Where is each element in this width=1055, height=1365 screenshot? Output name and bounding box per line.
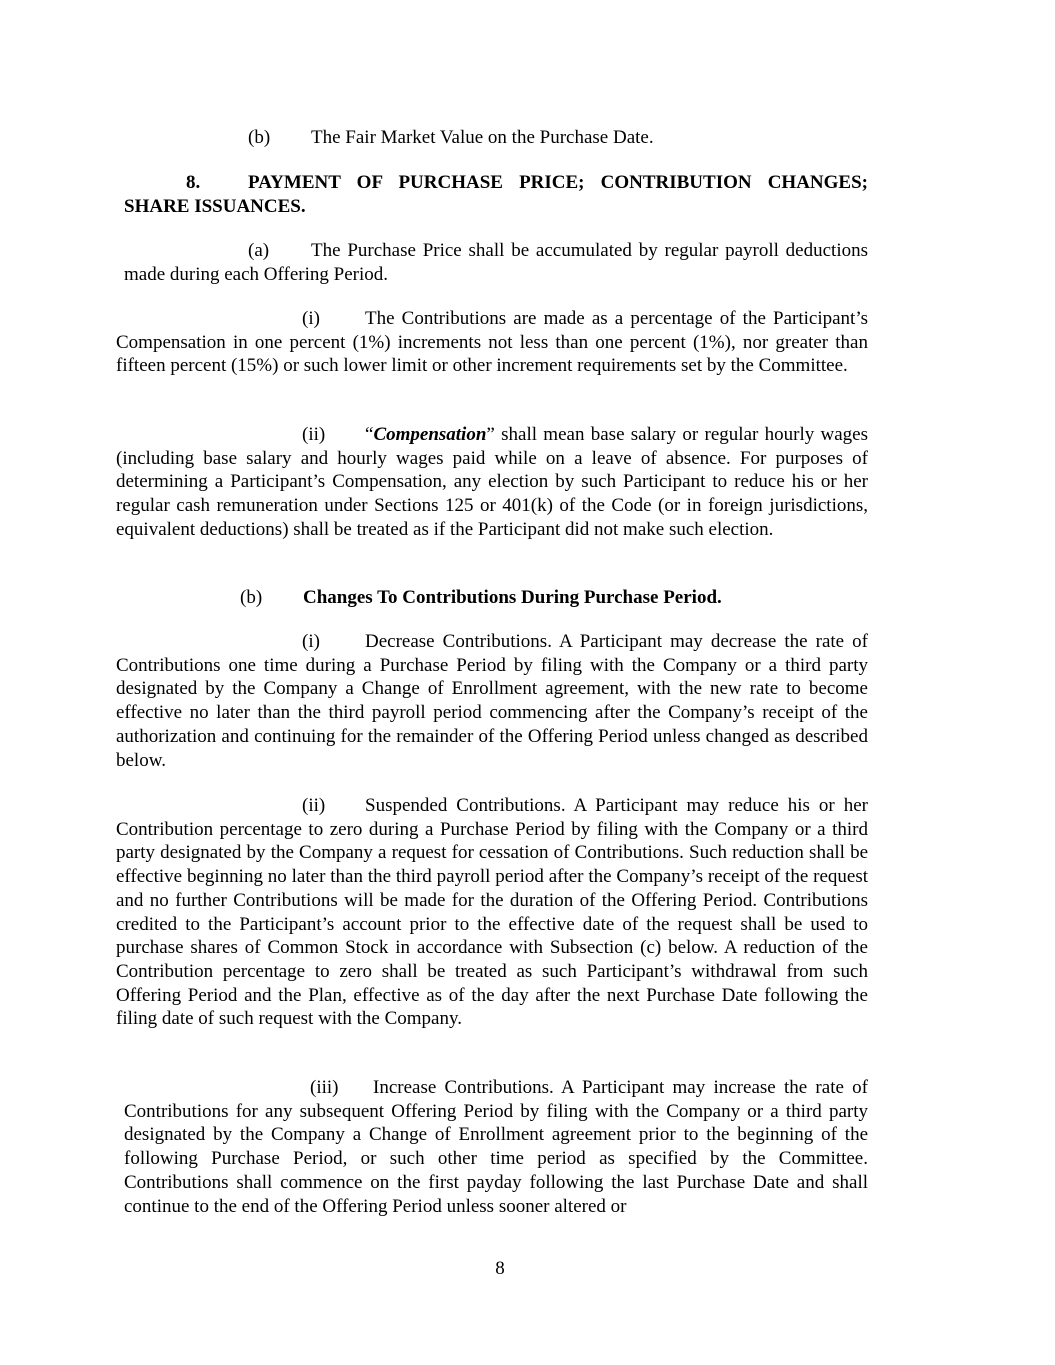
- paragraph-a-ii-text: shall mean base salary or regular hourly wages (including base salary and hourly wages paid while on a leave of absence. For purposes of determining a Participant’s Compensation, any election by such Participant to reduce his or her regular cash remuneration under Sections 125 or 401(k) of the Code (or in foreign jurisdictions, equivalent deductions) shall be treated as if the Participant did not make such election.: [116, 424, 868, 540]
- paragraph-b-i: [116, 630, 868, 772]
- paragraph-a-ii: (ii) “Compensation” shall mean base salary or regular hourly wages (including base salary and hourly wages paid while on a leave of absence. For purposes of determining a Participant’s Compensation, any election by such Participant to reduce his or her regular cash remuneration under Sections 125 or 401(k) of the Code (or in foreign jurisdictions, equivalent deductions) shall be treated as if the Participant did not make such election.: [116, 424, 868, 540]
- section-8-number: 8.: [186, 172, 201, 193]
- item-b-fmv-text: The Fair Market Value on the Purchase Date.: [311, 127, 654, 148]
- section-8-heading-line1: 8. PAYMENT OF PURCHASE PRICE; CONTRIBUTION CHANGES;: [186, 172, 868, 193]
- paragraph-a-i: [116, 307, 868, 378]
- paragraph-a-i-text: The Contributions are made as a percentage of the Participant’s Compensation in one percent (1%) increments not less than one percent (1%), nor greater than fifteen percent (15%) or such lower limit or other increment requirements set by the Committee.: [116, 308, 868, 377]
- paragraph-b-title: Changes To Contributions During Purchase Period.: [303, 587, 722, 608]
- paragraph-b-i-number: (i): [302, 631, 320, 652]
- defined-term-compensation: Compensation: [373, 424, 487, 445]
- paragraph-a-number: (a): [248, 240, 270, 261]
- paragraph-a-i-number: (i): [302, 308, 320, 329]
- paragraph-b-number: (b): [240, 587, 263, 608]
- paragraph-b-ii: [116, 794, 868, 1031]
- paragraph-b-ii-number: (ii): [302, 795, 326, 816]
- paragraph-a-text: The Purchase Price shall be accumulated by regular payroll deductions made during each Offering Period.: [124, 240, 868, 285]
- paragraph-b-ii-text: Suspended Contributions. A Participant may reduce his or her Contribution percentage to zero during a Purchase Period by filing with the Company or a third party designated by the Company a request for cessation of Contributions. Such reduction shall be effective beginning no later than the third payroll period after the Company’s receipt of the request and no further Contributions will be made for the duration of the Offering Period. Contributions credited to the Participant’s account prior to the effective date of the request shall be used to purchase shares of Common Stock in accordance with Subsection (c) below. A reduction of the Contribution percentage to zero shall be treated as such Participant’s withdrawal from such Offering Period and the Plan, effective as of the day after the next Purchase Date following the filing date of such request with the Company.: [116, 795, 868, 1030]
- item-b-fmv-number: (b): [248, 127, 271, 148]
- section-8-heading: [124, 171, 868, 218]
- section-8-heading-line2: SHARE ISSUANCES.: [124, 195, 306, 217]
- paragraph-b-iii-text: Increase Contributions. A Participant may increase the rate of Contributions for any subsequent Offering Period by filing with the Company or a third party designated by the Company a Change of Enrollment agreement prior to the beginning of the following Purchase Period, or such other time period as specified by the Committee. Contributions shall commence on the first payday following the last Purchase Date and shall continue to the end of the Offering Period unless sooner altered or: [124, 1077, 868, 1217]
- page-number: 8: [495, 1258, 505, 1279]
- paragraph-b-iii: [124, 1076, 868, 1218]
- paragraph-a-ii-number: (ii): [302, 424, 326, 445]
- paragraph-b-i-text: Decrease Contributions. A Participant may decrease the rate of Contributions one time during a Purchase Period by filing with the Company or a third party designated by the Company a Change of Enrollment agreement, with the new rate to become effective no later than the third payroll period commencing after the Company’s receipt of the authorization and continuing for the remainder of the Offering Period unless changed as described below.: [116, 631, 868, 771]
- paragraph-b-heading: [240, 586, 722, 610]
- paragraph-a: [124, 239, 868, 286]
- item-b-fmv: [248, 126, 654, 150]
- paragraph-b-iii-number: (iii): [310, 1077, 339, 1098]
